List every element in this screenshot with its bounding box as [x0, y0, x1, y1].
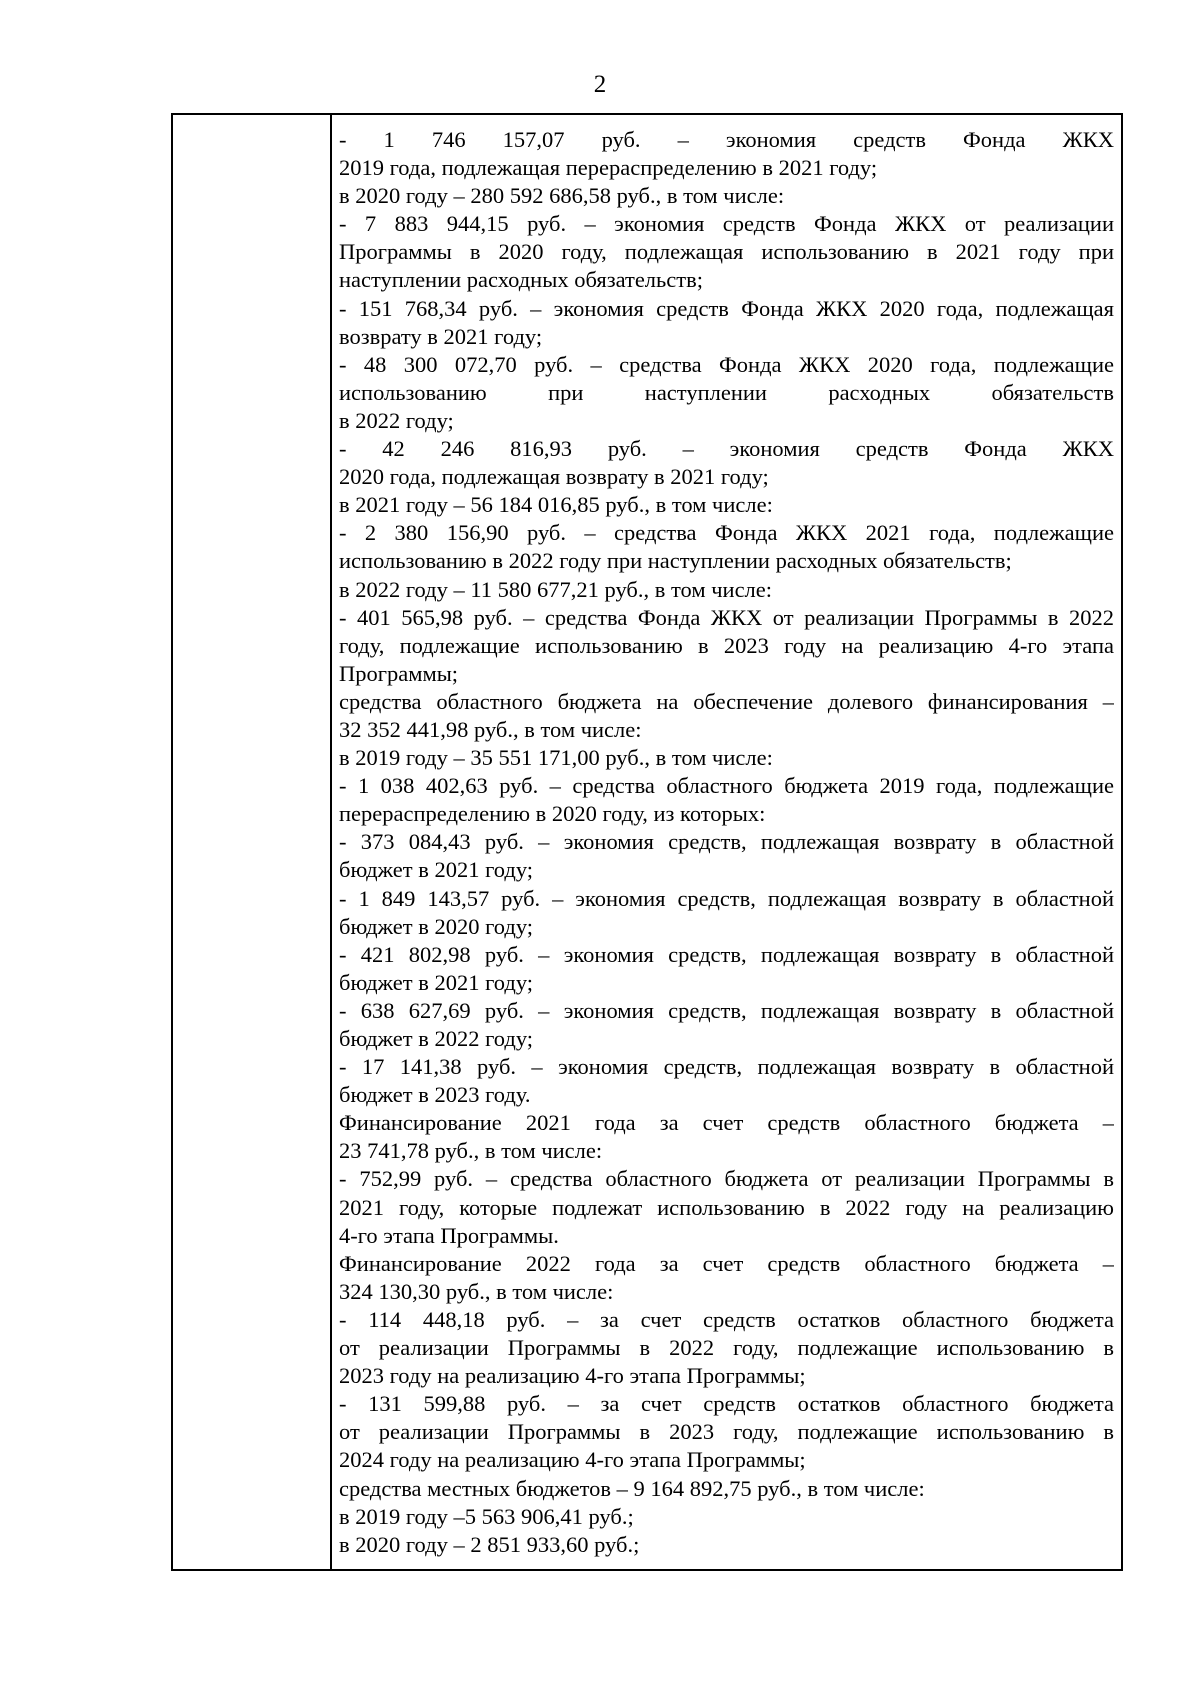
text-line: 2021 году, которые подлежат использованию в 2022 году на реализацию	[339, 1194, 1114, 1220]
text-line: возврату в 2021 году;	[339, 323, 543, 349]
page-number: 2	[593, 71, 607, 98]
text-line: использованию при наступлении расходных обязательств	[339, 379, 1114, 405]
text-line: 2023 году на реализацию 4-го этапа Программы;	[339, 1363, 806, 1389]
text-line: бюджет в 2021 году;	[339, 969, 534, 995]
text-line: в 2020 году – 280 592 686,58 руб., в том числе:	[339, 183, 785, 209]
text-line: средства областного бюджета на обеспечение долевого финансирования –	[339, 688, 1114, 714]
text-line: бюджет в 2022 году;	[339, 1026, 534, 1051]
text-line: в 2022 году – 11 580 677,21 руб., в том числе:	[339, 576, 773, 602]
text-line: 4-го этапа Программы.	[339, 1222, 559, 1248]
text-line: - 131 599,88 руб. – за счет средств остатков областного бюджета	[339, 1391, 1114, 1417]
text-line: - 2 380 156,90 руб. – средства Фонда ЖКХ 2021 года, подлежащие	[339, 520, 1114, 546]
text-line: - 42 246 816,93 руб. – экономия средств Фонда ЖКХ	[339, 436, 1114, 462]
text-line: году, подлежащие использованию в 2023 году на реализацию 4-го этапа	[339, 632, 1114, 658]
text-line: 2024 году на реализацию 4-го этапа Программы;	[339, 1447, 806, 1473]
text-line: в 2022 году;	[339, 407, 454, 433]
text-line: - 638 627,69 руб. – экономия средств, подлежащая возврату в областной	[339, 997, 1114, 1023]
text-line: бюджет в 2021 году;	[339, 857, 534, 883]
text-line: - 17 141,38 руб. – экономия средств, подлежащая возврату в областной	[339, 1054, 1114, 1080]
content-table	[171, 113, 1123, 1571]
text-line: в 2019 году –5 563 906,41 руб.;	[339, 1503, 634, 1529]
text-line: 324 130,30 руб., в том числе:	[339, 1278, 614, 1304]
text-line: - 7 883 944,15 руб. – экономия средств Фонда ЖКХ от реализации	[339, 211, 1114, 237]
text-line: использованию в 2022 году при наступлении расходных обязательств;	[339, 548, 1012, 574]
text-line: - 114 448,18 руб. – за счет средств остатков областного бюджета	[339, 1306, 1114, 1332]
text-line: наступлении расходных обязательств;	[339, 267, 703, 293]
text-line: - 401 565,98 руб. – средства Фонда ЖКХ от реализации Программы в 2022	[339, 604, 1114, 630]
text-line: перераспределению в 2020 году, из которых:	[339, 801, 766, 827]
text-line: в 2021 году – 56 184 016,85 руб., в том числе:	[339, 492, 773, 518]
text-line: средства местных бюджетов – 9 164 892,75 руб., в том числе:	[339, 1475, 925, 1501]
text-line: бюджет в 2023 году.	[339, 1082, 531, 1108]
text-line: - 48 300 072,70 руб. – средства Фонда ЖКХ 2020 года, подлежащие	[339, 351, 1114, 377]
text-line: - 373 084,43 руб. – экономия средств, подлежащая возврату в областной	[339, 829, 1114, 855]
table-left-column	[173, 115, 332, 1569]
text-line: - 1 038 402,63 руб. – средства областного бюджета 2019 года, подлежащие	[339, 773, 1114, 799]
text-line: Финансирование 2021 года за счет средств областного бюджета –	[339, 1110, 1114, 1136]
text-line: 23 741,78 руб., в том числе:	[339, 1138, 603, 1164]
text-line: в 2019 году – 35 551 171,00 руб., в том числе:	[339, 745, 773, 771]
text-line: - 151 768,34 руб. – экономия средств Фонда ЖКХ 2020 года, подлежащая	[339, 295, 1114, 321]
text-line: 2020 года, подлежащая возврату в 2021 году;	[339, 464, 769, 490]
text-line: - 1 746 157,07 руб. – экономия средств Фонда ЖКХ	[339, 127, 1114, 152]
text-line: от реализации Программы в 2022 году, подлежащие использованию в	[339, 1335, 1114, 1361]
text-line: - 421 802,98 руб. – экономия средств, подлежащая возврату в областной	[339, 941, 1114, 967]
text-line: в 2020 году – 2 851 933,60 руб.;	[339, 1531, 640, 1557]
text-line: от реализации Программы в 2023 году, подлежащие использованию в	[339, 1419, 1114, 1445]
text-line: 32 352 441,98 руб., в том числе:	[339, 716, 642, 742]
text-line: 2019 года, подлежащая перераспределению в 2021 году;	[339, 155, 878, 181]
text-line: Финансирование 2022 года за счет средств областного бюджета –	[339, 1250, 1114, 1276]
table-right-column	[332, 115, 1121, 1569]
text-line: Программы;	[339, 660, 459, 686]
text-line: бюджет в 2020 году;	[339, 913, 534, 939]
text-line: - 1 849 143,57 руб. – экономия средств, подлежащая возврату в областной	[339, 885, 1114, 911]
text-line: - 752,99 руб. – средства областного бюджета от реализации Программы в	[339, 1166, 1114, 1192]
text-line: Программы в 2020 году, подлежащая использованию в 2021 году при	[339, 239, 1114, 265]
